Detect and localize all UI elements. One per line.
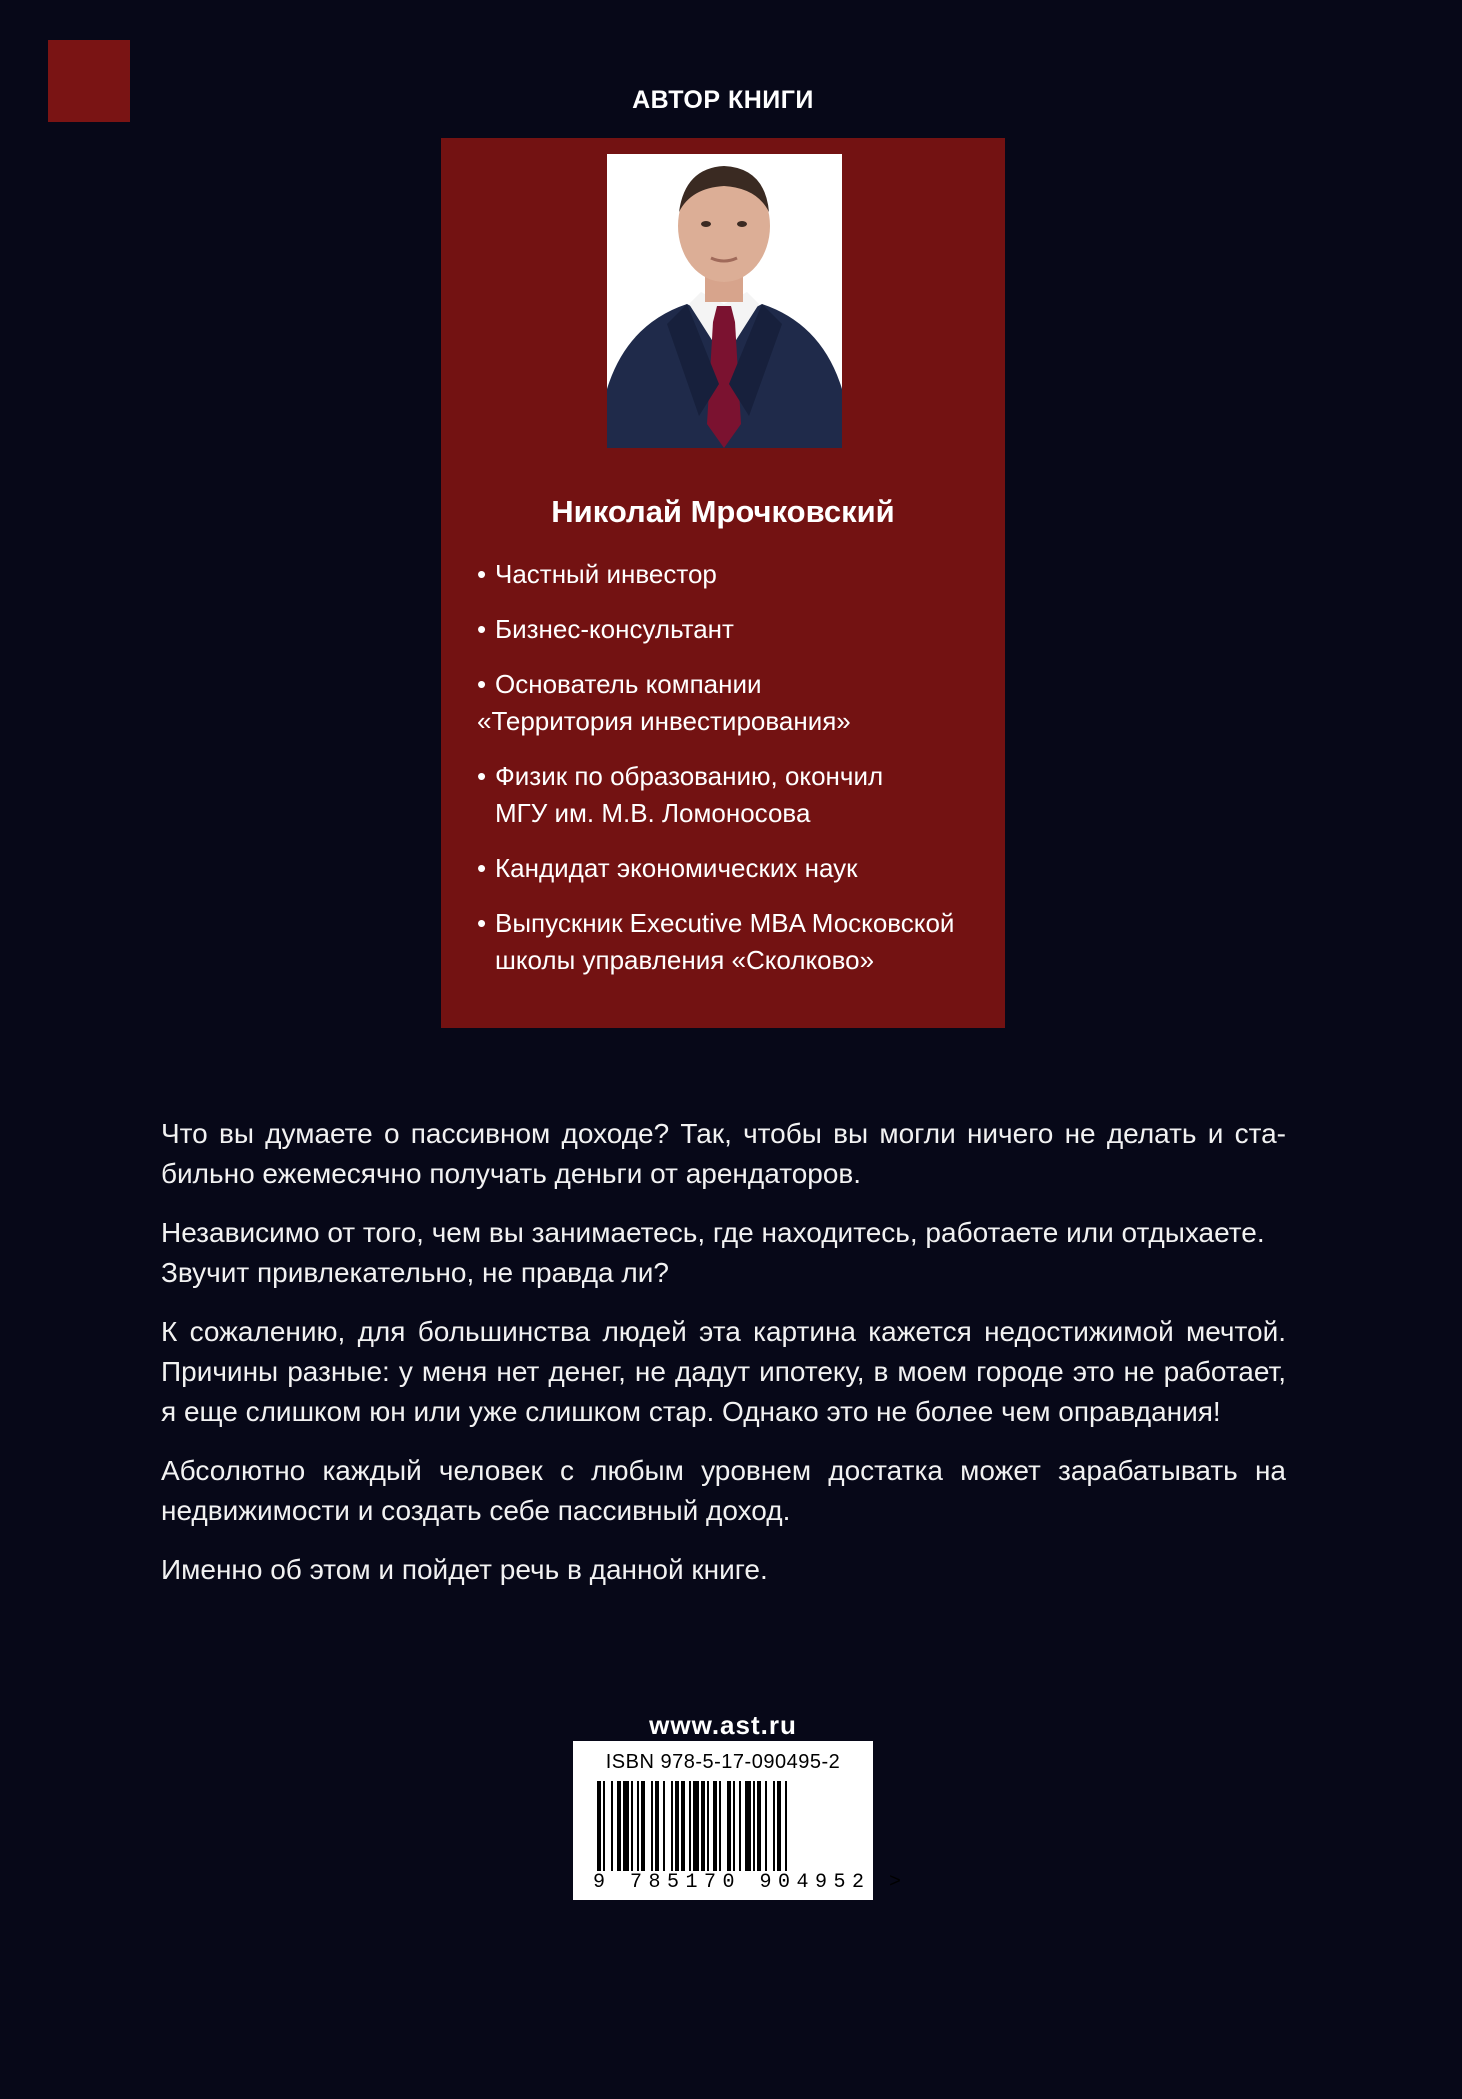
blurb-paragraph: К сожалению, для большинства людей эта картина кажется недостижимой мечтой. Причины разные: у меня нет денег, не дадут ипотеку, в моем городе это не работает, я еще слишком юн или уже слишком стар. Однако это не более чем оправдания! — [161, 1316, 1286, 1427]
credential-item — [477, 905, 997, 979]
credential-text-line1: Физик по образованию, окончил — [495, 761, 884, 791]
author-photo — [607, 154, 842, 448]
credential-text-line1: Выпускник Executive MBA Московской — [495, 908, 955, 938]
bullet-icon: • — [477, 614, 487, 644]
credential-text: Частный инвестор — [495, 559, 717, 589]
credential-item — [477, 556, 997, 593]
blurb-paragraph: Что вы думаете о пассивном доходе? Так, чтобы вы могли ничего не делать и ста-бильно ежемесячно получать деньги от арендаторов. — [161, 1118, 1286, 1189]
credentials-list — [477, 556, 997, 997]
book-blurb — [161, 1114, 1286, 1609]
bullet-icon: • — [477, 853, 487, 883]
isbn-barcode — [573, 1741, 908, 1900]
credential-text-line1: Основатель компании — [495, 669, 762, 699]
publisher-url: www.ast.ru — [649, 1710, 797, 1740]
bullet-icon: • — [477, 559, 487, 589]
credential-item — [477, 666, 997, 740]
blurb-paragraph: Независимо от того, чем вы занимаетесь, где находитесь, работаете или отдыхаете. Звучит привлекательно, не правда ли? — [161, 1217, 1265, 1288]
credential-item — [477, 758, 997, 832]
bullet-icon: • — [477, 669, 487, 699]
section-label: АВТОР КНИГИ — [632, 86, 814, 114]
credential-item — [477, 611, 997, 648]
blurb-paragraph: Именно об этом и пойдет речь в данной книге. — [161, 1554, 768, 1585]
credential-text-line2: «Территория инвестирования» — [477, 706, 851, 736]
credential-text-line2: МГУ им. М.В. Ломоносова — [495, 798, 811, 828]
author-name: Николай Мрочковский — [551, 494, 895, 529]
barcode-bars — [597, 1781, 849, 1871]
credential-text: Бизнес-консультант — [495, 614, 734, 644]
barcode-digits: 9 785170 904952 > — [593, 1871, 908, 1894]
bullet-icon: • — [477, 761, 487, 791]
isbn-label: ISBN 978-5-17-090495-2 — [605, 1751, 841, 1773]
blurb-paragraph: Абсолютно каждый человек с любым уровнем достатка может зарабатывать на недвижимости и создать себе пассивный доход. — [161, 1455, 1286, 1526]
credential-text-line2: школы управления «Сколково» — [495, 945, 875, 975]
credential-text: Кандидат экономических наук — [495, 853, 858, 883]
bullet-icon: • — [477, 908, 487, 938]
author-panel — [441, 138, 1005, 1028]
credential-item — [477, 850, 997, 887]
